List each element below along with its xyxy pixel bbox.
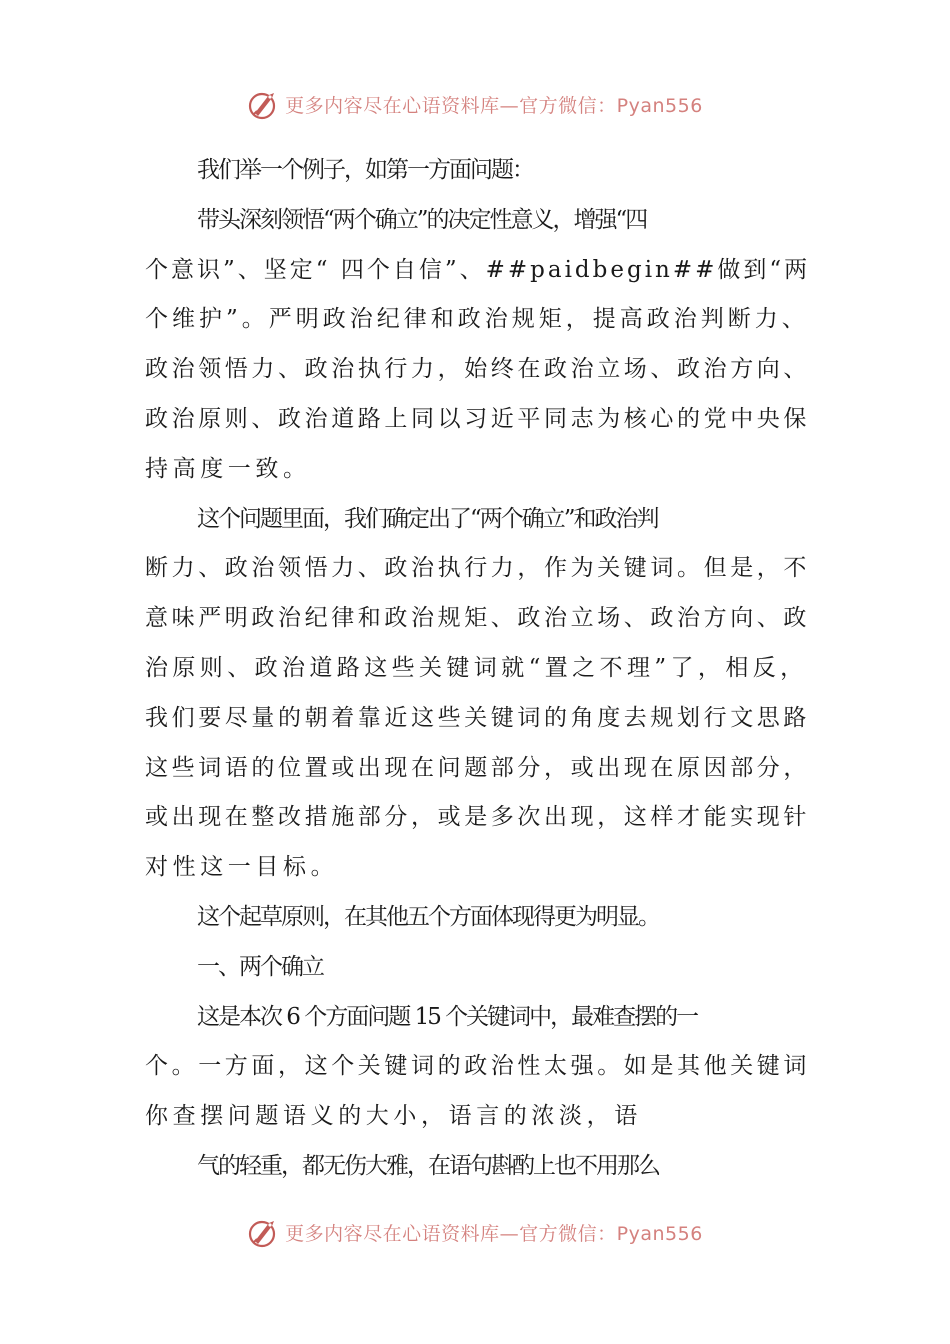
watermark-wechat-id: Pyan556 — [616, 94, 703, 117]
watermark-wechat-id: Pyan556 — [616, 1222, 703, 1245]
text-line: 这个问题里面，我们确定出了“两个确立”和政治判 — [197, 505, 658, 532]
pen-nib-circle-icon — [247, 87, 281, 121]
text-line: 断力、政治领悟力、政治执行力，作为关键词。但是，不 — [145, 555, 810, 582]
footer-watermark — [0, 1212, 950, 1252]
text-line: 一、两个确立 — [197, 953, 323, 980]
watermark-label: 更多内容尽在心语资料库—官方微信： — [285, 1222, 617, 1245]
text-line: 意味严明政治纪律和政治规矩、政治立场、政治方向、政 — [145, 605, 810, 632]
text-line: 个。一方面，这个关键词的政治性太强。如是其他关键词 — [145, 1053, 810, 1080]
text-line: 这是本次 6 个方面问题 15 个关键词中，最难查摆的一 — [197, 1003, 698, 1030]
text-line: 个意识”、坚定“ 四个自信”、##paidbegin##做到“两 — [145, 256, 811, 283]
text-line: 这个起草原则，在其他五个方面体现得更为明显。 — [197, 903, 659, 930]
text-line: 气的轻重，都无伤大雅，在语句斟酌上也不用那么 — [197, 1152, 659, 1179]
header-watermark — [0, 84, 950, 124]
text-line: 治原则、政治道路这些关键词就“置之不理”了，相反， — [145, 654, 808, 681]
document-body — [145, 146, 810, 1192]
text-line: 政治领悟力、政治执行力，始终在政治立场、政治方向、 — [145, 356, 810, 383]
text-line: 对性这一目标。 — [145, 854, 339, 881]
text-line: 政治原则、政治道路上同以习近平同志为核心的党中央保 — [145, 405, 810, 432]
text-line: 个维护”。严明政治纪律和政治规矩，提高政治判断力、 — [145, 306, 809, 333]
watermark-text — [285, 91, 703, 118]
watermark-text — [285, 1219, 703, 1246]
text-line: 这些词语的位置或出现在问题部分，或出现在原因部分， — [145, 754, 810, 781]
watermark-label: 更多内容尽在心语资料库—官方微信： — [285, 94, 617, 117]
text-line: 我们举一个例子，如第一方面问题： — [197, 157, 533, 183]
text-line: 或出现在整改措施部分，或是多次出现，这样才能实现针 — [145, 804, 810, 831]
text-line: 我们要尽量的朝着靠近这些关键词的角度去规划行文思路 — [145, 704, 810, 731]
text-line: 你查摆问题语义的大小，语言的浓淡，语 — [145, 1103, 642, 1130]
text-line: 带头深刻领悟“两个确立”的决定性意义，增强“四 — [197, 206, 647, 233]
text-line: 持高度一致。 — [145, 455, 311, 482]
pen-nib-circle-icon — [247, 1215, 281, 1249]
